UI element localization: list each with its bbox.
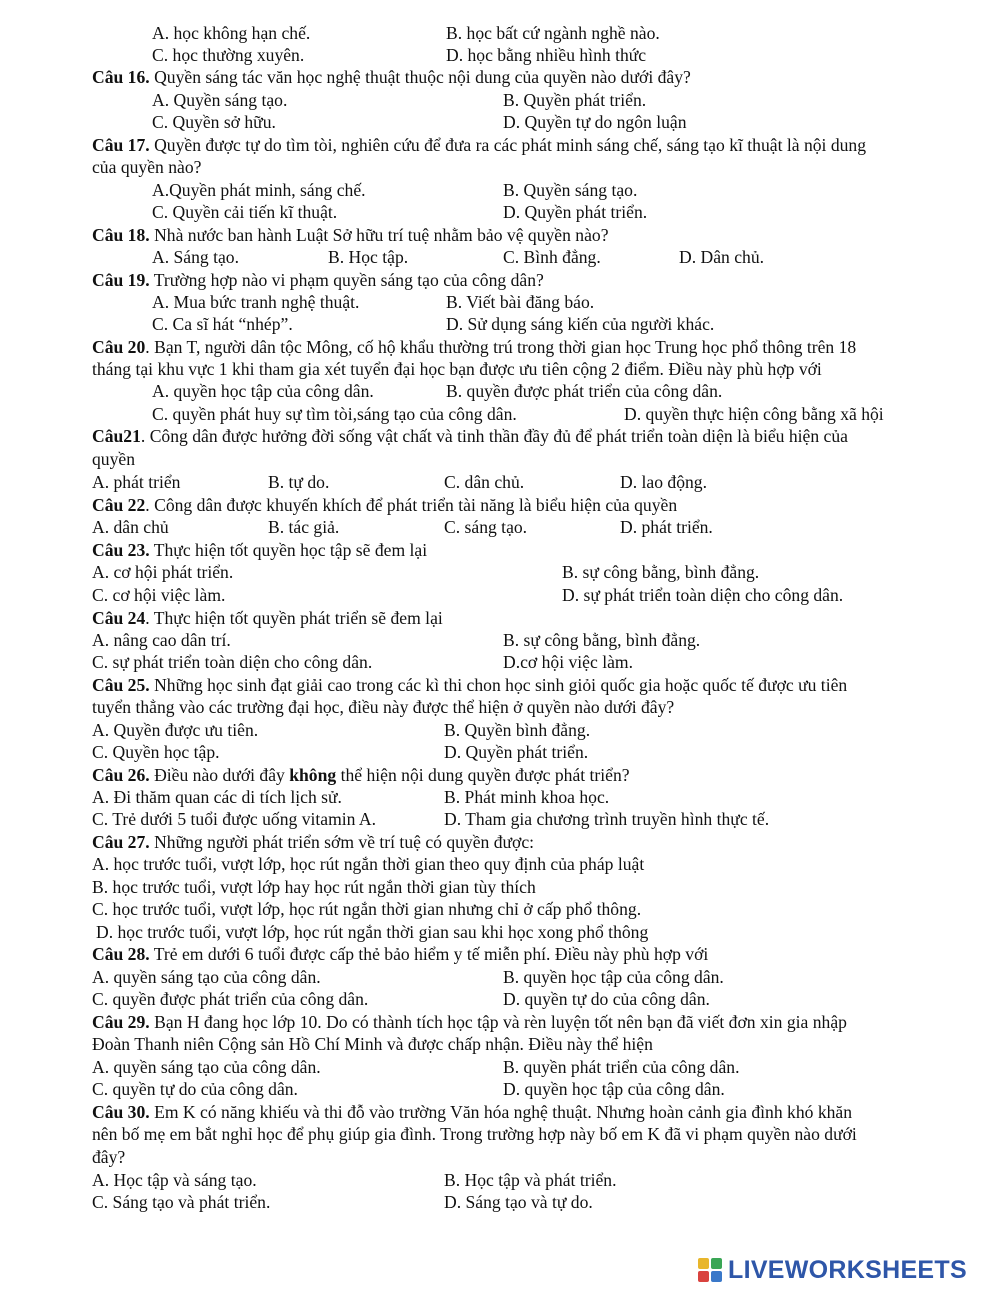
line-text: B. Học tập.: [328, 247, 409, 267]
text-line: [446, 313, 714, 335]
text-line: [92, 853, 644, 875]
question-line: [92, 425, 848, 447]
question-line: [92, 831, 534, 853]
line-text: B. quyền phát triển của công dân.: [503, 1057, 740, 1077]
line-text: C. Quyền cải tiến kĩ thuật.: [152, 202, 338, 222]
line-text: A. Quyền sáng tạo.: [152, 90, 288, 110]
line-text: C. Trẻ dưới 5 tuổi được uống vitamin A.: [92, 809, 377, 829]
question-number: Câu 26.: [92, 765, 150, 785]
line-text: . Công dân được khuyến khích để phát triển tài năng là biểu hiện của quyền: [145, 495, 678, 515]
text-line: [503, 89, 646, 111]
text-line: [620, 471, 707, 493]
line-text: A. cơ hội phát triển.: [92, 562, 234, 582]
line-text: C. quyền tự do của công dân.: [92, 1079, 298, 1099]
line-text: A. học không hạn chế.: [152, 23, 311, 43]
line-text: C. học trước tuổi, vượt lớp, học rút ngắn thời gian nhưng chỉ ở cấp phổ thông.: [92, 899, 642, 919]
text-line: [92, 156, 201, 178]
question-number: Câu 24: [92, 608, 146, 628]
line-text: B. Quyền bình đẳng.: [444, 720, 591, 740]
question-line: [92, 134, 866, 156]
text-line: [92, 1056, 321, 1078]
line-text: . Công dân được hưởng đời sống vật chất và tinh thần đầy đủ để phát triển toàn diện là biểu hiện của: [140, 426, 848, 446]
line-text: C. dân chủ.: [444, 472, 525, 492]
text-line: [503, 201, 647, 223]
text-line: [92, 696, 674, 718]
line-text: C. cơ hội việc làm.: [92, 585, 226, 605]
line-text: B. Viết bài đăng báo.: [446, 292, 595, 312]
text-line: [92, 1169, 257, 1191]
text-line: [92, 629, 231, 651]
line-text: A. quyền sáng tạo của công dân.: [92, 1057, 321, 1077]
line-text: A. Mua bức tranh nghệ thuật.: [152, 292, 360, 312]
text-line: [152, 89, 287, 111]
text-line: [446, 291, 594, 313]
question-number: Câu 19.: [92, 270, 150, 290]
text-line: [96, 921, 648, 943]
question-number: Câu 23.: [92, 540, 150, 560]
text-line: [152, 313, 293, 335]
text-line: [152, 291, 359, 313]
text-line: [152, 246, 239, 268]
question-line: [92, 539, 427, 561]
line-text: Đoàn Thanh niên Cộng sản Hồ Chí Minh và được chấp nhận. Điều này thể hiện: [92, 1034, 653, 1054]
question-number: Câu21: [92, 426, 141, 446]
question-number: Câu 28.: [92, 944, 150, 964]
text-line: [503, 988, 710, 1010]
line-text: . Thực hiện tốt quyền phát triển sẽ đem lại: [145, 608, 443, 628]
line-text: A. quyền học tập của công dân.: [152, 381, 374, 401]
line-text: D. Sử dụng sáng kiến của người khác.: [446, 314, 715, 334]
emphasis-text: không: [289, 765, 337, 785]
line-text: A. Sáng tạo.: [152, 247, 239, 267]
question-line: [92, 224, 609, 246]
text-line: [92, 651, 372, 673]
text-line: [92, 584, 225, 606]
question-number: Câu 30.: [92, 1102, 150, 1122]
line-text: A. dân chủ: [92, 517, 169, 537]
question-line: [92, 494, 677, 516]
text-line: [268, 516, 339, 538]
text-line: [444, 1191, 593, 1213]
text-line: [152, 179, 366, 201]
line-text: D. quyền tự do của công dân.: [503, 989, 710, 1009]
line-text: B. Học tập và phát triển.: [444, 1170, 617, 1190]
line-text: D. Quyền phát triển.: [503, 202, 648, 222]
text-line: [444, 1169, 616, 1191]
text-line: [92, 808, 376, 830]
question-number: Câu 29.: [92, 1012, 150, 1032]
line-text: C. Quyền học tập.: [92, 742, 220, 762]
text-line: [92, 358, 822, 380]
line-text: B. tự do.: [268, 472, 330, 492]
text-line: [92, 1078, 298, 1100]
logo-text: LIVEWORKSHEETS: [728, 1255, 967, 1284]
line-text: D. Quyền tự do ngôn luận: [503, 112, 687, 132]
line-text: thể hiện nội dung quyền được phát triển?: [336, 765, 630, 785]
question-line: [92, 269, 544, 291]
line-text: B. học bất cứ ngành nghề nào.: [446, 23, 660, 43]
line-text: Nhà nước ban hành Luật Sở hữu trí tuệ nhằm bảo vệ quyền nào?: [149, 225, 609, 245]
question-number: Câu 27.: [92, 832, 150, 852]
text-line: [503, 629, 700, 651]
text-line: [92, 786, 342, 808]
line-text: B. sự công bằng, bình đẳng.: [562, 562, 760, 582]
text-line: [328, 246, 408, 268]
line-text: D. Tham gia chương trình truyền hình thực tế.: [444, 809, 770, 829]
line-text: C. Quyền sở hữu.: [152, 112, 276, 132]
line-text: Trường hợp nào vi phạm quyền sáng tạo của công dân?: [149, 270, 544, 290]
text-line: [446, 22, 660, 44]
line-text: . Bạn T, người dân tộc Mông, cố hộ khẩu thường trú trong thời gian học Trung học phổ thông trên 18: [145, 337, 857, 357]
text-line: [152, 22, 310, 44]
text-line: [503, 111, 687, 133]
text-line: [446, 380, 722, 402]
line-text: D. Sáng tạo và tự do.: [444, 1192, 593, 1212]
line-text: C. Bình đẳng.: [503, 247, 601, 267]
line-text: A. Học tập và sáng tạo.: [92, 1170, 257, 1190]
line-text: D. phát triển.: [620, 517, 713, 537]
text-line: [92, 516, 169, 538]
line-text: D. sự phát triển toàn diện cho công dân.: [562, 585, 844, 605]
line-text: B. Phát minh khoa học.: [444, 787, 610, 807]
line-text: Quyền được tự do tìm tòi, nghiên cứu để đưa ra các phát minh sáng chế, sáng tạo kĩ thuật là nội dung: [149, 135, 867, 155]
line-text: C. Ca sĩ hát “nhép”.: [152, 314, 293, 334]
text-line: [562, 584, 843, 606]
line-text: C. học thường xuyên.: [152, 45, 305, 65]
text-line: [92, 1146, 125, 1168]
text-line: [444, 808, 769, 830]
line-text: Quyền sáng tác văn học nghệ thuật thuộc nội dung của quyền nào dưới đây?: [149, 67, 691, 87]
line-text: nên bố mẹ em bắt nghỉ học để phụ giúp gia đình. Trong trường hợp này bố em K đã vi phạm quyền nào dưới: [92, 1124, 857, 1144]
text-line: [620, 516, 713, 538]
line-text: C. sáng tạo.: [444, 517, 528, 537]
line-text: D. Dân chủ.: [679, 247, 765, 267]
line-text: B. học trước tuổi, vượt lớp hay học rút ngắn thời gian tùy thích: [92, 877, 536, 897]
line-text: đây?: [92, 1147, 126, 1167]
line-text: C. quyền phát huy sự tìm tòi,sáng tạo của công dân.: [152, 404, 517, 424]
text-line: [92, 1123, 857, 1145]
text-line: [444, 741, 588, 763]
line-text: D. lao động.: [620, 472, 707, 492]
question-line: [92, 674, 847, 696]
text-line: [92, 876, 536, 898]
text-line: [92, 448, 135, 470]
logo-mark-icon: [698, 1258, 722, 1282]
question-line: [92, 943, 708, 965]
text-line: [446, 44, 646, 66]
line-text: B. quyền học tập của công dân.: [503, 967, 724, 987]
line-text: D.cơ hội việc làm.: [503, 652, 633, 672]
text-line: [92, 719, 258, 741]
question-number: Câu 20: [92, 337, 146, 357]
text-line: [152, 380, 374, 402]
text-line: [503, 246, 601, 268]
question-line: [92, 1101, 852, 1123]
line-text: tuyển thẳng vào các trường đại học, điều này được thể hiện ở quyền nào dưới đây?: [92, 697, 675, 717]
text-line: [92, 561, 233, 583]
text-line: [503, 1056, 739, 1078]
line-text: C. quyền được phát triển của công dân.: [92, 989, 369, 1009]
line-text: Thực hiện tốt quyền học tập sẽ đem lại: [149, 540, 428, 560]
text-line: [562, 561, 759, 583]
text-line: [92, 1033, 653, 1055]
text-line: [152, 111, 276, 133]
liveworksheets-logo: [698, 1255, 967, 1285]
text-line: [92, 1191, 270, 1213]
text-line: [503, 966, 724, 988]
line-text: quyền: [92, 449, 135, 469]
text-line: [503, 1078, 725, 1100]
text-line: [444, 786, 609, 808]
text-line: [92, 966, 321, 988]
line-text: D. quyền học tập của công dân.: [503, 1079, 725, 1099]
text-line: [503, 179, 637, 201]
text-line: [92, 988, 368, 1010]
line-text: A. học trước tuổi, vượt lớp, học rút ngắn thời gian theo quy định của pháp luật: [92, 854, 645, 874]
line-text: Những người phát triển sớm về trí tuệ có quyền được:: [149, 832, 535, 852]
text-line: [92, 741, 220, 763]
text-line: [152, 403, 517, 425]
line-text: Bạn H đang học lớp 10. Do có thành tích học tập và rèn luyện tốt nên bạn đã viết đơn xin gia nhập: [149, 1012, 847, 1032]
line-text: tháng tại khu vực 1 khi tham gia xét tuyển đại học bạn được ưu tiên cộng 2 điểm. Điều này phù hợp với: [92, 359, 822, 379]
text-line: [679, 246, 764, 268]
question-line: [92, 764, 630, 786]
line-text: A. phát triển: [92, 472, 181, 492]
question-line: [92, 336, 856, 358]
text-line: [444, 516, 527, 538]
line-text: A. nâng cao dân trí.: [92, 630, 231, 650]
line-text: B. quyền được phát triển của công dân.: [446, 381, 723, 401]
question-number: Câu 22: [92, 495, 146, 515]
line-text: D. học trước tuổi, vượt lớp, học rút ngắn thời gian sau khi học xong phổ thông: [96, 922, 649, 942]
text-line: [152, 201, 337, 223]
line-text: Điều nào dưới đây: [149, 765, 290, 785]
question-number: Câu 25.: [92, 675, 150, 695]
line-text: C. sự phát triển toàn diện cho công dân.: [92, 652, 373, 672]
question-number: Câu 18.: [92, 225, 150, 245]
text-line: [444, 471, 524, 493]
text-line: [503, 651, 633, 673]
line-text: A. Quyền được ưu tiên.: [92, 720, 259, 740]
line-text: Trẻ em dưới 6 tuổi được cấp thẻ bảo hiểm y tế miễn phí. Điều này phù hợp với: [149, 944, 709, 964]
line-text: B. sự công bằng, bình đẳng.: [503, 630, 701, 650]
line-text: B. Quyền sáng tạo.: [503, 180, 638, 200]
text-line: [624, 403, 884, 425]
question-line: [92, 66, 691, 88]
line-text: D. quyền thực hiện công bằng xã hội: [624, 404, 884, 424]
question-line: [92, 1011, 847, 1033]
text-line: [92, 471, 180, 493]
line-text: B. tác giả.: [268, 517, 340, 537]
line-text: Em K có năng khiếu và thi đỗ vào trường Văn hóa nghệ thuật. Nhưng hoàn cảnh gia đình khó khăn: [149, 1102, 853, 1122]
question-line: [92, 607, 443, 629]
question-number: Câu 16.: [92, 67, 150, 87]
line-text: B. Quyền phát triển.: [503, 90, 647, 110]
line-text: của quyền nào?: [92, 157, 202, 177]
line-text: C. Sáng tạo và phát triển.: [92, 1192, 271, 1212]
text-line: [444, 719, 590, 741]
line-text: A. Đi thăm quan các di tích lịch sử.: [92, 787, 342, 807]
text-line: [268, 471, 329, 493]
question-number: Câu 17.: [92, 135, 150, 155]
line-text: A.Quyền phát minh, sáng chế.: [152, 180, 366, 200]
line-text: Những học sinh đạt giải cao trong các kì thi chon học sinh giỏi quốc gia hoặc quốc tế được ưu tiên: [149, 675, 848, 695]
text-line: [92, 898, 641, 920]
line-text: D. Quyền phát triển.: [444, 742, 589, 762]
line-text: D. học bằng nhiều hình thức: [446, 45, 647, 65]
text-line: [152, 44, 304, 66]
line-text: A. quyền sáng tạo của công dân.: [92, 967, 321, 987]
